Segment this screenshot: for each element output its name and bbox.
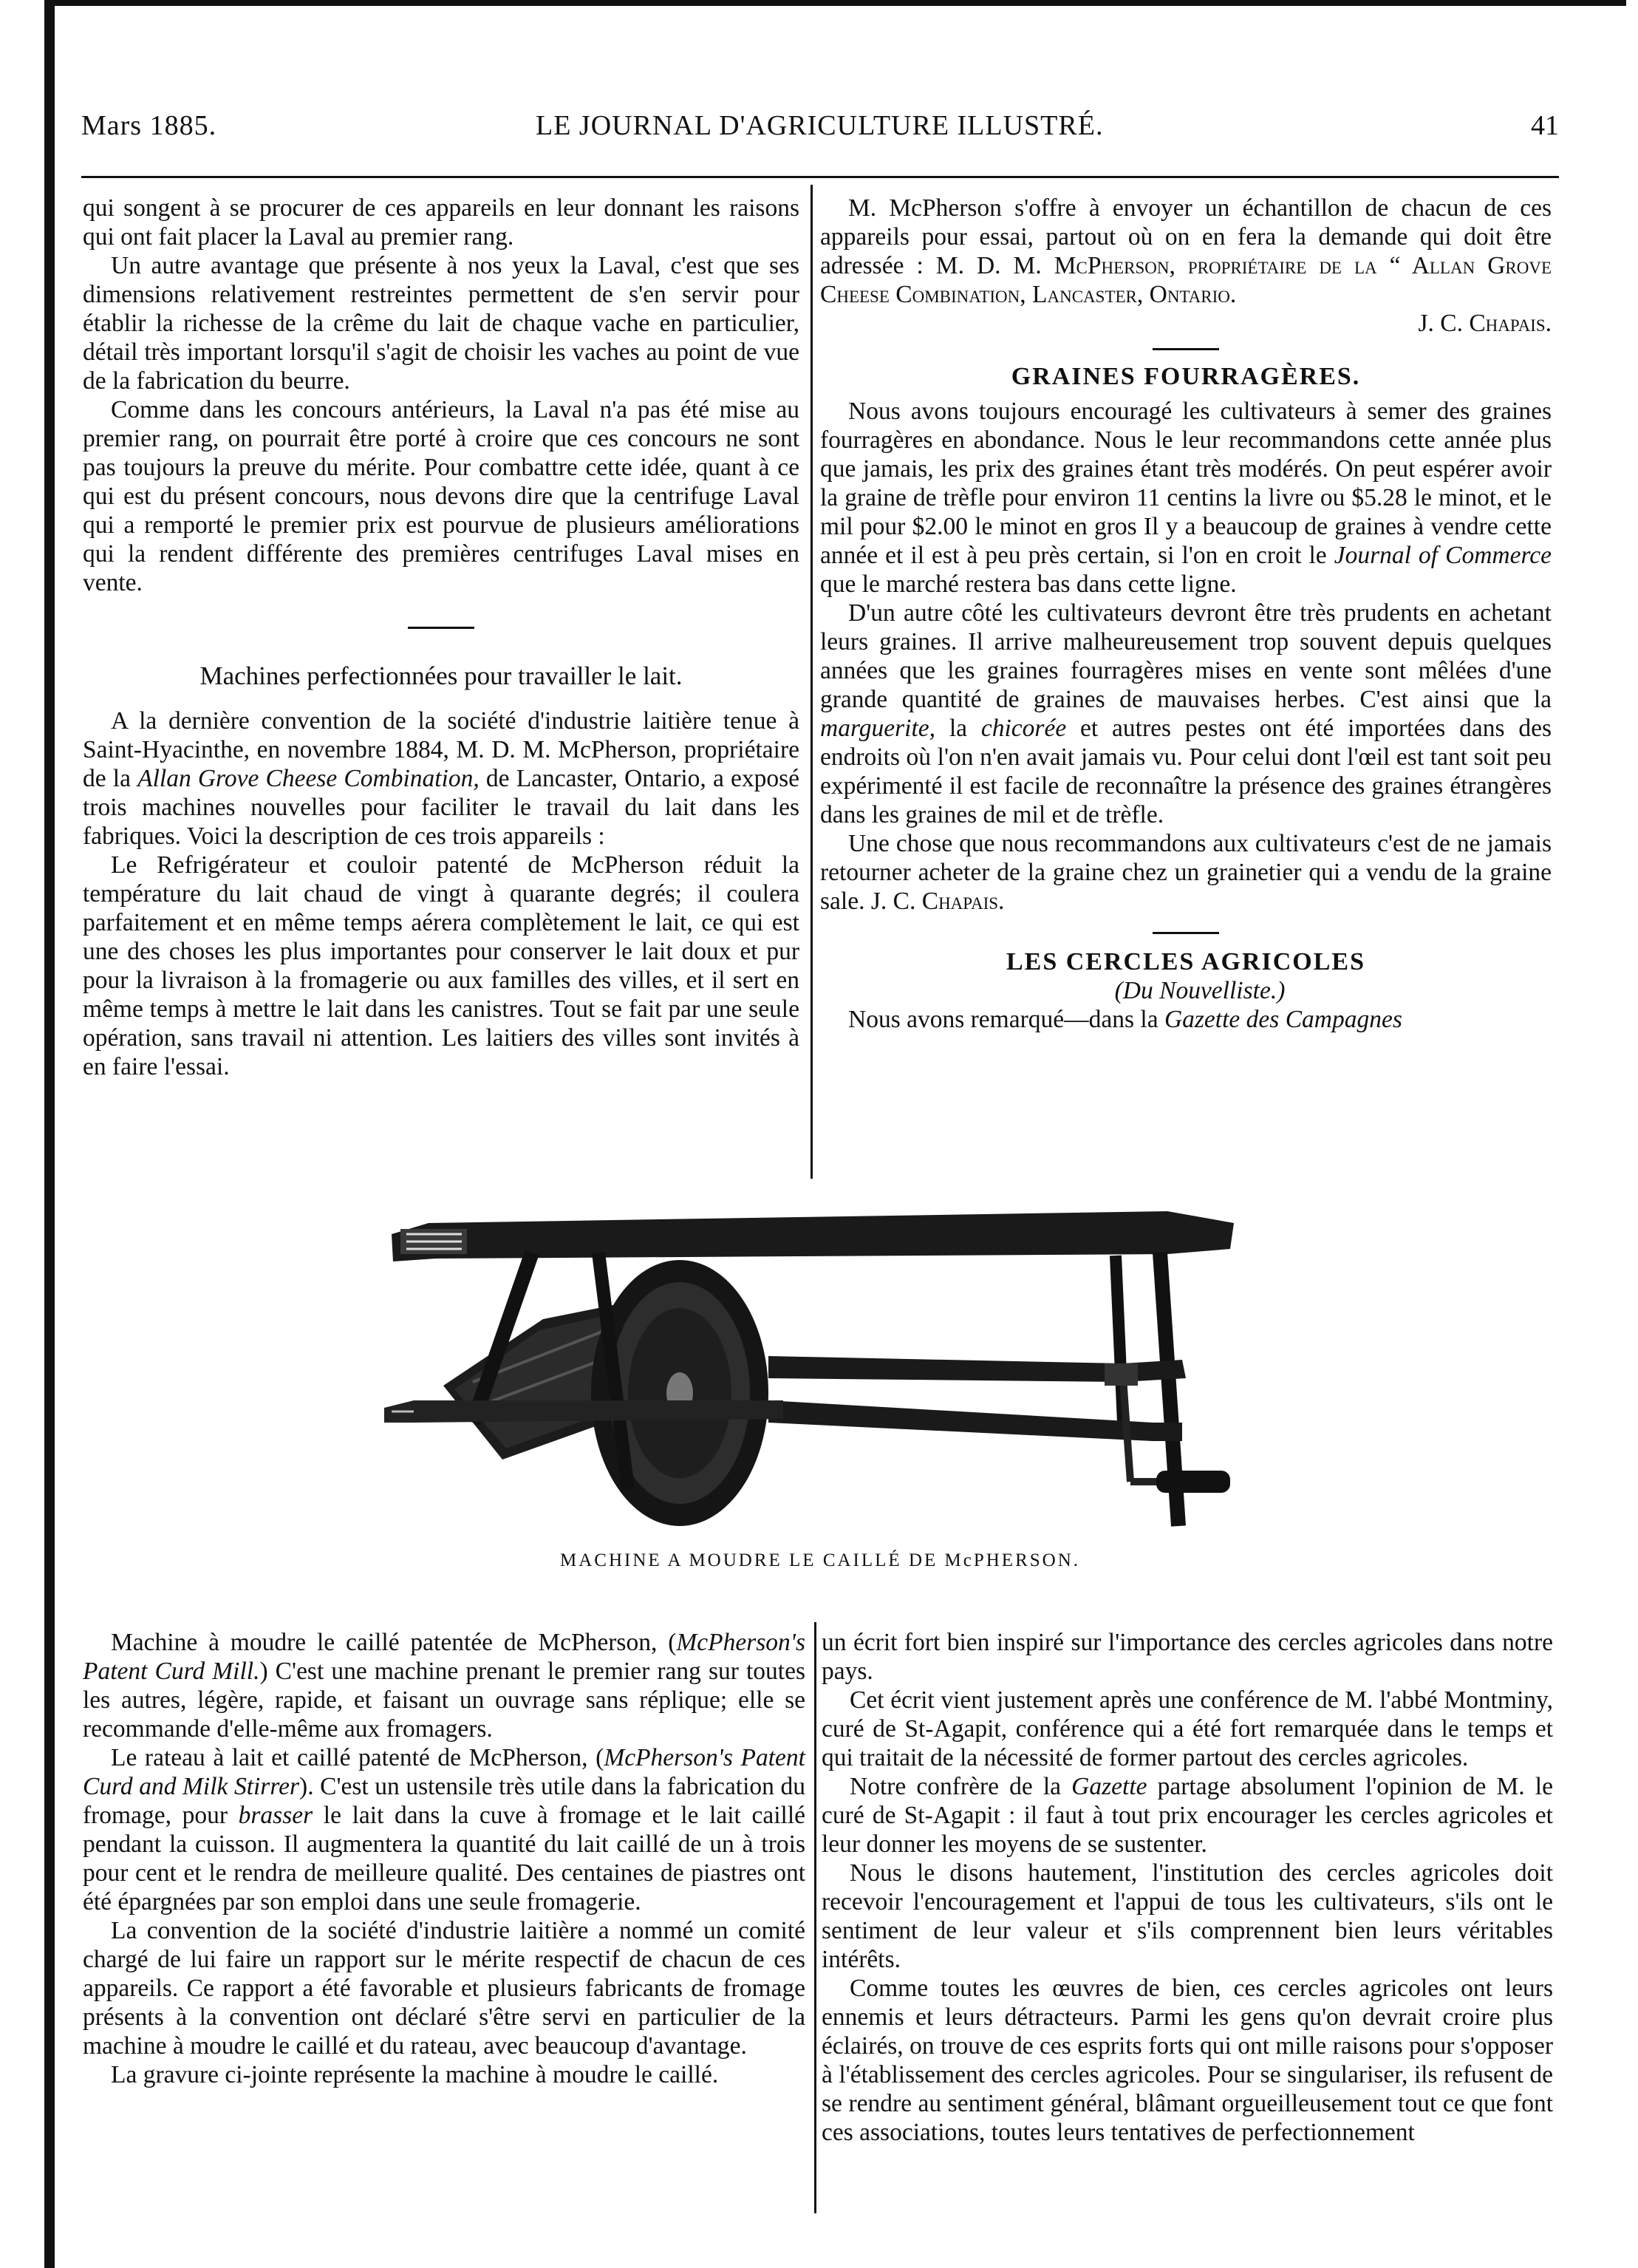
paragraph: Une chose que nous recommandons aux cultivateurs c'est de ne jamais retourner acheter de la graine chez un grainetier qui a vendu de la graine sale. J. C. Chapais.	[820, 830, 1552, 915]
paragraph: qui songent à se procurer de ces appareils en leur donnant les raisons qui ont fait placer la Laval au premier rang.	[83, 194, 799, 251]
paragraph: Nous avons toujours encouragé les cultivateurs à semer des graines fourragères en abondance. Nous le leur recommandons cette année plus que jamais, les prix des graines étant très modérés. On peut espérer avoir la graine de trèfle pour environ 11 centins la livre ou $5.28 le minot, et le mil pour $2.00 le minot en gros Il y a beaucoup de graines à vendre cette année et il est à peu près certain, si l'on en croit le Journal of Commerce que le marché restera bas dans cette ligne.	[820, 398, 1552, 598]
header-rule	[81, 176, 1559, 178]
paragraph: Un autre avantage que présente à nos yeux la Laval, c'est que ses dimensions relativement restreintes permettent de s'en servir pour établir la richesse de la crême du lait de chaque vache en particulier, détail très important lorsqu'il s'agit de choisir les vaches au point de vue de la fabrication du beurre.	[83, 252, 799, 395]
paragraph: Nous le disons hautement, l'institution des cercles agricoles doit recevoir l'encouragement et l'appui de tous les cultivateurs, s'ils ont le sentiment de leur valeur et s'ils comprennent bien leurs véritables intérêts.	[822, 1859, 1553, 1973]
signature: J. C. Chapais.	[870, 888, 1005, 915]
paragraph: Le Refrigérateur et couloir patenté de McPherson réduit la température du lait chaud de vingt à quarante degrés; il coulera parfaitement et en même temps aérera complètement le lait, ce qui est une des choses les plus importantes pour conserver le lait doux et pur pour la livraison à la fromagerie ou aux familles des villes, et il sert en même temps à mettre le lait dans les canistres. Tout se fait par une seule opération, sans travail ni attention. Les laitiers des villes sont invités à en faire l'essai.	[83, 851, 799, 1080]
section-heading-cercles: LES CERCLES AGRICOLES	[1006, 948, 1366, 975]
column-divider	[811, 185, 813, 1179]
address: M. D. M. McPherson, propriétaire de la “ Allan Grove Cheese Combination, Lancaster, Ontario.	[820, 252, 1552, 308]
paragraph: M. McPherson s'offre à envoyer un échantillon de chacun de ces appareils pour essai, partout où on en fera la demande qui doit être adressée : M. D. M. McPherson, propriétaire de la “ Allan Grove Cheese Combination, Lancaster, Ontario.	[820, 194, 1552, 308]
top-border	[44, 0, 1626, 6]
column-top-left	[83, 194, 799, 1081]
paragraph: Comme dans les concours antérieurs, la Laval n'a pas été mise au premier rang, on pourrait être porté à croire que ces concours ne sont pas toujours la preuve du mérite. Pour combattre cette idée, quant à ce qui est du présent concours, nous devons dire que la centrifuge Laval qui a remporté le premier prix est pourvue de plusieurs améliorations qui la rendent différente des premières centrifuges Laval mises en vente.	[83, 396, 799, 596]
curd-mill-engraving	[384, 1201, 1256, 1537]
page-number: 41	[1531, 110, 1559, 141]
page-binding-edge	[44, 0, 55, 2268]
curd-mill-illustration	[384, 1201, 1256, 1537]
section-heading-graines: GRAINES FOURRAGÈRES.	[1011, 363, 1361, 390]
paragraph: Nous avons remarqué—dans la Gazette des Campagnes	[848, 1006, 1402, 1033]
paragraph: Comme toutes les œuvres de bien, ces cercles agricoles ont leurs ennemis et leurs détracteurs. Parmi les gens qu'on devrait croire plus éclairés, on trouve de ces esprits forts qui ont mille raisons pour s'opposer à l'établissement des cercles agricoles. Pour se singulariser, ils refusent de se rendre au sentiment général, blâmant orgueilleusement tout ce que font ces associations, toutes leurs tentatives de perfectionnement	[822, 1975, 1553, 2146]
column-bottom-right	[822, 1628, 1553, 2147]
paragraph: Cet écrit vient justement après une conférence de M. l'abbé Montminy, curé de St-Agapit, conférence qui a été fort remarquée dans le temps et qui traitait de la nécessité de former partout des cercles agricoles.	[822, 1686, 1553, 1771]
paragraph: D'un autre côté les cultivateurs devront être très prudents en achetant leurs graines. Il arrive malheureusement trop souvent depuis quelques années que les graines fourragères mises en vente sont mêlées d'une grande quantité de graines de mauvaises herbes. C'est ainsi que la marguerite, la chicorée et autres pestes ont été importées dans des endroits où l'on n'en avait jamais vu. Pour celui dont l'œil est tant soit peu expérimenté il est facile de reconnaître la présence des graines étrangères dans les graines de mil et de trèfle.	[820, 599, 1552, 828]
figure-caption: MACHINE A MOUDRE LE CAILLÉ DE McPHERSON.	[559, 1550, 1081, 1570]
paragraph: Machine à moudre le caillé patentée de McPherson, (McPherson's Patent Curd Mill.) C'est une machine prenant le premier rang sur toutes les autres, légère, rapide, et faisant un ouvrage sans réplique; elle se recommande d'elle-même aux fromagers.	[83, 1629, 805, 1743]
section-source: (Du Nouvelliste.)	[1114, 977, 1286, 1004]
paragraph: un écrit fort bien inspiré sur l'importance des cercles agricoles dans notre pays.	[822, 1629, 1553, 1685]
column-bottom-left	[83, 1628, 805, 2089]
journal-title: LE JOURNAL D'AGRICULTURE ILLUSTRÉ.	[536, 110, 1104, 141]
paragraph: Le rateau à lait et caillé patenté de McPherson, (McPherson's Patent Curd and Milk Stirrer). C'est un ustensile très utile dans la fabrication du fromage, pour brasser le lait dans la cuve à fromage et le lait caillé pendant la cuisson. Il augmentera la quantité du lait caillé de un à trois pour cent et le rendra de meilleure qualité. Des centaines de piastres ont été épargnées par son emploi dans une seule fromagerie.	[83, 1744, 805, 1915]
column-top-right	[820, 194, 1552, 1034]
paragraph: A la dernière convention de la société d'industrie laitière tenue à Saint-Hyacinthe, en novembre 1884, M. D. M. McPherson, propriétaire de la Allan Grove Cheese Combination, de Lancaster, Ontario, a exposé trois machines nouvelles pour faciliter le travail du lait dans les fabriques. Voici la description de ces trois appareils :	[83, 707, 800, 850]
paragraph: Notre confrère de la Gazette partage absolument l'opinion de M. le curé de St-Agapit : il faut à tout prix encourager les cercles agricoles et leur donner les moyens de se sustenter.	[822, 1773, 1553, 1858]
signature: J. C. Chapais.	[1418, 310, 1552, 337]
running-header	[81, 109, 1559, 154]
section-heading-machines: Machines perfectionnées pour travailler le lait.	[199, 661, 683, 690]
issue-date: Mars 1885.	[81, 110, 217, 141]
column-divider	[814, 1622, 816, 2213]
paragraph: La convention de la société d'industrie laitière a nommé un comité chargé de lui faire un rapport sur le mérite respectif de chacun de ces appareils. Ce rapport a été favorable et plusieurs fabricants de fromage présents à la convention ont déclaré s'être servi en particulier de la machine à moudre le caillé et du rateau, avec beaucoup d'avantage.	[83, 1917, 805, 2060]
paragraph: La gravure ci-jointe représente la machine à moudre le caillé.	[111, 2061, 719, 2088]
